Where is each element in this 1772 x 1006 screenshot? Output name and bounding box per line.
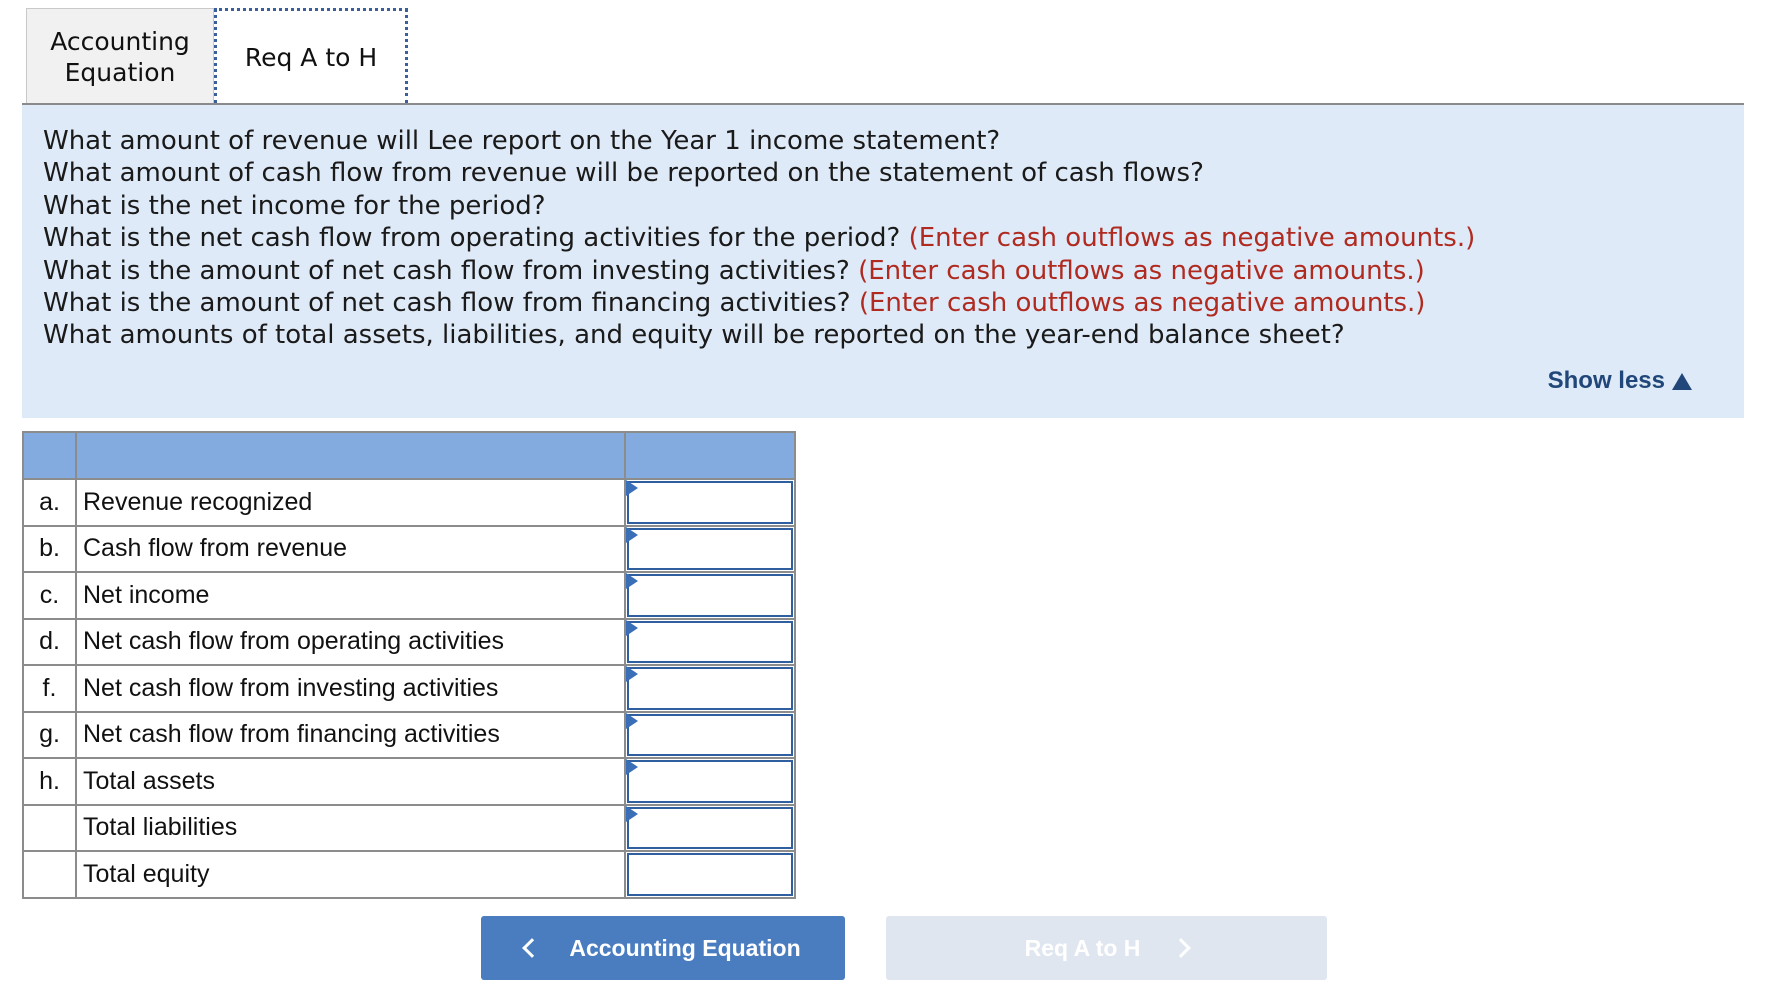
question-line (43, 125, 1744, 157)
table-row (23, 758, 795, 805)
input-marker-icon (626, 806, 638, 822)
row-label: Net cash flow from investing activities (76, 665, 625, 712)
row-label: Net income (76, 572, 625, 619)
question-text: What amount of cash flow from revenue will be reported on the statement of cash flows? (43, 158, 1204, 189)
row-letter: f. (23, 665, 76, 712)
tab-accounting-equation[interactable] (26, 8, 214, 104)
triangle-up-icon (1672, 373, 1692, 390)
tab-label: Req A to H (244, 43, 378, 72)
input-marker-icon (626, 480, 638, 496)
table-row (23, 851, 795, 898)
question-note: (Enter cash outflows as negative amounts.) (908, 223, 1476, 254)
amount-cell (625, 572, 795, 619)
question-line (43, 190, 1744, 222)
row-letter: d. (23, 619, 76, 666)
tab-label: Accounting Equation (50, 26, 190, 87)
question-text: What amounts of total assets, liabilities, and equity will be reported on the year-end balance sheet? (43, 320, 1345, 351)
amount-cell (625, 805, 795, 852)
amount-cell (625, 479, 795, 526)
input-marker-icon (626, 620, 638, 636)
table-row (23, 805, 795, 852)
show-less-label: Show less (1547, 367, 1665, 394)
table-row (23, 619, 795, 666)
chevron-right-icon (1172, 938, 1192, 958)
question-text: What amount of revenue will Lee report on the Year 1 income statement? (43, 126, 1001, 156)
table-header-row (23, 432, 795, 479)
header-cell (23, 432, 76, 479)
question-line (43, 319, 1744, 351)
amount-input-box (627, 714, 793, 757)
next-button[interactable] (886, 916, 1327, 980)
input-marker-icon (626, 527, 638, 543)
revenue-recognized-input[interactable] (629, 483, 791, 522)
amount-input-box (627, 528, 793, 571)
tab-bar (26, 8, 408, 104)
header-cell (625, 432, 795, 479)
row-letter: a. (23, 479, 76, 526)
amount-cell (625, 758, 795, 805)
amount-input-box (627, 853, 793, 896)
cash-flow-from-revenue-input[interactable] (629, 530, 791, 569)
operating-cash-flow-input[interactable] (629, 623, 791, 662)
question-line (43, 287, 1744, 319)
row-label: Cash flow from revenue (76, 526, 625, 573)
table-row (23, 479, 795, 526)
amount-cell (625, 665, 795, 712)
input-marker-icon (626, 713, 638, 729)
amount-cell (625, 619, 795, 666)
input-marker-icon (626, 573, 638, 589)
amount-input-box (627, 760, 793, 803)
prev-button-label: Accounting Equation (569, 934, 801, 961)
amount-input-box (627, 481, 793, 524)
amount-cell (625, 851, 795, 898)
financing-cash-flow-input[interactable] (629, 716, 791, 755)
show-less-link[interactable] (1548, 367, 1692, 395)
row-letter: b. (23, 526, 76, 573)
total-liabilities-input[interactable] (629, 809, 791, 848)
question-note: (Enter cash outflows as negative amounts.) (858, 255, 1425, 286)
question-text: What is the amount of net cash flow from investing activities? (43, 255, 859, 286)
amount-input-box (627, 621, 793, 664)
row-letter: h. (23, 758, 76, 805)
row-letter: g. (23, 712, 76, 759)
question-line (43, 157, 1744, 189)
net-income-input[interactable] (629, 576, 791, 615)
amount-input-box (627, 667, 793, 710)
question-text: What is the amount of net cash flow from financing activities? (43, 288, 859, 319)
table-row (23, 665, 795, 712)
tab-req-a-to-h[interactable] (214, 8, 408, 104)
row-letter: c. (23, 572, 76, 619)
amount-input-box (627, 574, 793, 617)
amount-cell (625, 526, 795, 573)
header-cell (76, 432, 625, 479)
row-label: Total equity (76, 851, 625, 898)
row-label: Net cash flow from operating activities (76, 619, 625, 666)
table-row (23, 712, 795, 759)
table-row (23, 572, 795, 619)
instructions-panel (22, 105, 1744, 418)
answer-table (22, 431, 796, 899)
question-text: What is the net cash flow from operating activities for the period? (43, 223, 909, 254)
row-letter (23, 805, 76, 852)
row-letter (23, 851, 76, 898)
row-label: Net cash flow from financing activities (76, 712, 625, 759)
row-label: Total assets (76, 758, 625, 805)
question-note: (Enter cash outflows as negative amounts.) (858, 288, 1426, 319)
next-button-label: Req A to H (1024, 934, 1141, 961)
total-equity-input[interactable] (629, 855, 791, 894)
question-text: What is the net income for the period? (43, 190, 546, 221)
row-label: Revenue recognized (76, 479, 625, 526)
total-assets-input[interactable] (629, 762, 791, 801)
investing-cash-flow-input[interactable] (629, 669, 791, 708)
prev-button[interactable] (481, 916, 845, 980)
input-marker-icon (626, 759, 638, 775)
question-line (43, 255, 1744, 287)
amount-input-box (627, 807, 793, 850)
table-row (23, 526, 795, 573)
input-marker-icon (626, 666, 638, 682)
question-line (43, 222, 1744, 254)
chevron-left-icon (522, 938, 542, 958)
row-label: Total liabilities (76, 805, 625, 852)
amount-cell (625, 712, 795, 759)
